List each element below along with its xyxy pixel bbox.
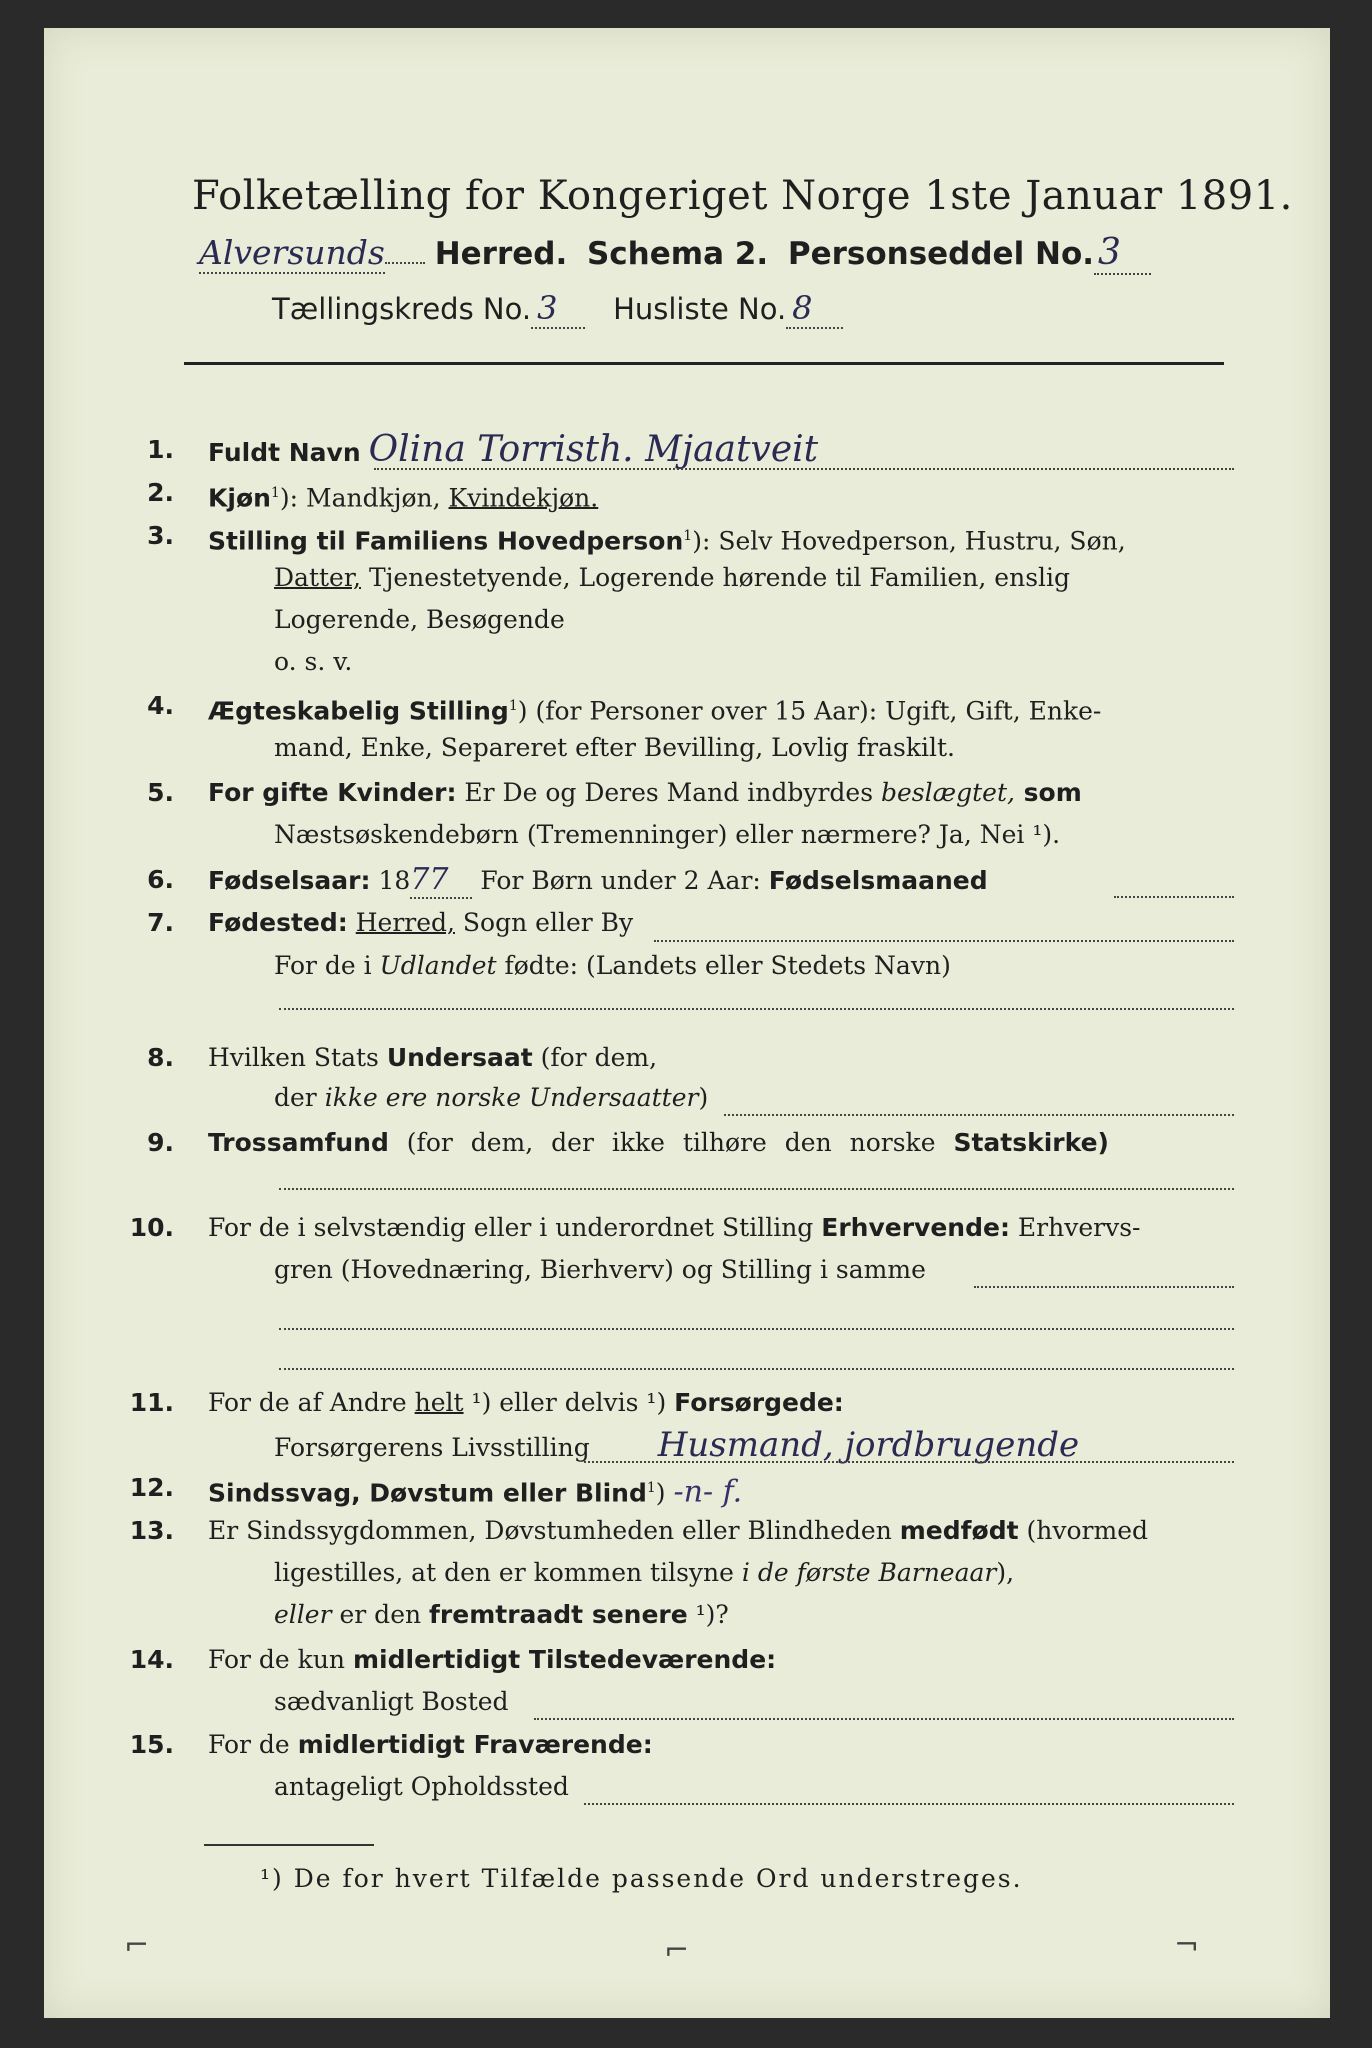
q11-supporter-occupation-value: Husmand, jordbrugende: [657, 1425, 1080, 1465]
q12-number: 12.: [129, 1473, 174, 1502]
q10-dotted-line-2: [279, 1328, 1234, 1330]
q15-dotted-line: [584, 1803, 1234, 1805]
q5-number: 5.: [147, 778, 174, 807]
q10-line-1: For de i selvstændig eller i underordnet Stilling Erhvervende: Erhvervs-: [208, 1213, 1141, 1242]
q5-line-2: Næstsøskendebørn (Tremenninger) eller nærmere? Ja, Nei ¹).: [274, 820, 1061, 849]
q6-dotted-line: [1114, 896, 1234, 898]
q14-label: midlertidigt Tilstedeværende:: [352, 1645, 777, 1674]
q8-line-1: Hvilken Stats Undersaat (for dem,: [208, 1043, 658, 1072]
q3-number: 3.: [147, 521, 174, 550]
q13-line-1: Er Sindssygdommen, Døvstumheden eller Blindheden medfødt (hvormed: [208, 1516, 1148, 1545]
q8-dotted-line: [724, 1114, 1234, 1116]
q3-line-3: Logerende, Besøgende: [274, 605, 565, 634]
q7-line-1: Fødested: Herred, Sogn eller By: [208, 908, 634, 937]
kreds-value: 3: [531, 289, 585, 329]
q12-value: -n- f.: [673, 1474, 743, 1510]
schema-label: Schema 2.: [586, 236, 769, 272]
personseddel-label: Personseddel No.: [787, 236, 1095, 272]
q9-dotted-line: [279, 1188, 1234, 1190]
q13-line-3: eller er den fremtraadt senere ¹)?: [274, 1600, 729, 1629]
q4-number: 4.: [147, 691, 174, 720]
q7-dotted-line-2: [279, 1008, 1234, 1010]
q3-selected-option: Datter,: [274, 563, 361, 592]
q12-line: Sindssvag, Døvstum eller Blind$^1$) -n- f.: [208, 1474, 743, 1510]
q15-number: 15.: [129, 1730, 174, 1759]
q3-text-2: Tjenestetyende, Logerende hørende til Familien, enslig: [361, 563, 1071, 592]
herred-value: Alversunds: [199, 233, 385, 272]
q1-name-value: Olina Torristh. Mjaatveit: [368, 429, 819, 470]
footnote-divider: [204, 1844, 374, 1846]
q1-dotted-line: [374, 468, 1234, 470]
q7-selected-option: Herred,: [355, 908, 455, 937]
footnote: ¹) De for hvert Tilfælde passende Ord understreges.: [260, 1864, 1023, 1893]
q4-text-1: ) (for Personer over 15 Aar): Ugift, Gift, Enke-: [517, 696, 1102, 726]
q13-line-2: ligestilles, at den er kommen tilsyne i de første Barneaar),: [274, 1558, 1015, 1587]
q15-line-1: For de midlertidigt Fraværende:: [208, 1730, 653, 1759]
q2-line: [208, 473, 598, 518]
q10-label: Erhvervende:: [821, 1213, 1010, 1242]
q10-dotted-line-1: [974, 1286, 1234, 1288]
q7-number: 7.: [147, 908, 174, 937]
q11-line-1: For de af Andre helt ¹) eller delvis ¹) Forsørgede:: [208, 1388, 844, 1417]
q3-line-4: o. s. v.: [274, 647, 353, 676]
q12-label: Sindssvag, Døvstum eller Blind: [208, 1478, 647, 1508]
q13-label: medfødt: [899, 1516, 1019, 1545]
q3-text-1: ): Selv Hovedperson, Hustru, Søn,: [692, 526, 1126, 556]
q3-line-2: [274, 558, 1070, 598]
q2-label: Kjøn: [208, 483, 271, 513]
q2-selected-option: Kvindekjøn.: [448, 483, 599, 513]
header-line-kreds: [272, 288, 843, 329]
husliste-value: 8: [786, 289, 842, 329]
q2-sup: 1: [270, 485, 280, 501]
q1-number: 1.: [147, 435, 174, 464]
q7-line-2: For de i Udlandet fødte: (Landets eller Stedets Navn): [274, 951, 951, 980]
q14-line-1: For de kun midlertidigt Tilstedeværende:: [208, 1645, 777, 1674]
q8-label: Undersaat: [386, 1043, 533, 1072]
header-line-herred: [199, 233, 1151, 274]
husliste-label: Husliste No.: [613, 292, 787, 326]
q14-number: 14.: [129, 1645, 174, 1674]
q1-line: [208, 430, 818, 473]
q9-number: 9.: [147, 1128, 174, 1157]
q7-dotted-line-1: [654, 940, 1234, 942]
header-divider: [184, 362, 1224, 365]
q11-dotted-line: [584, 1461, 1234, 1463]
q11-selected-option: helt: [414, 1388, 464, 1417]
q2-number: 2.: [147, 478, 174, 507]
q11-label: Forsørgede:: [674, 1388, 844, 1417]
herred-dots: [385, 240, 425, 264]
q11-number: 11.: [129, 1388, 174, 1417]
q7-label: Fødested:: [208, 908, 348, 937]
q10-dotted-line-3: [279, 1368, 1234, 1370]
q13-number: 13.: [129, 1516, 174, 1545]
form-title: Folketælling for Kongeriget Norge 1ste Januar 1891.: [192, 173, 1293, 219]
census-form-sheet: [44, 28, 1330, 2018]
q14-dotted-line: [534, 1718, 1234, 1720]
q15-line-2: antageligt Opholdssted: [274, 1772, 569, 1801]
q1-label: Fuldt Navn: [208, 438, 361, 467]
q5-line-1: For gifte Kvinder: Er De og Deres Mand indbyrdes beslægtet, som: [208, 778, 1082, 807]
q2-text: ): Mandkjøn,: [279, 483, 441, 513]
q4-line-1: Ægteskabelig Stilling$^1$) (for Personer over 15 Aar): Ugift, Gift, Enke-: [208, 696, 1102, 726]
herred-label: Herred.: [434, 236, 568, 272]
q11-line-2: Forsørgerens Livsstilling Husmand, jordbrugende: [274, 1425, 1080, 1465]
center-mark: ⌐: [664, 1933, 690, 1968]
personseddel-value: 3: [1094, 232, 1151, 275]
q9-label: Trossamfund: [208, 1128, 389, 1157]
q3-label: Stilling til Familiens Hovedperson: [208, 526, 684, 556]
q6-birthyear-value: 77: [410, 862, 472, 899]
kreds-label: Tællingskreds No.: [272, 292, 532, 326]
q8-line-2: der ikke ere norske Undersaatter): [274, 1083, 709, 1112]
corner-mark-left: ⌐: [124, 1928, 150, 1963]
q5-label: For gifte Kvinder:: [208, 778, 457, 807]
q9-line: Trossamfund (for dem, der ikke tilhøre den norske Statskirke): [208, 1128, 1109, 1157]
q4-line-2: mand, Enke, Separeret efter Bevilling, Lovlig fraskilt.: [274, 733, 955, 762]
q8-number: 8.: [147, 1043, 174, 1072]
q6-line: Fødselsaar: 1877 For Børn under 2 Aar: Fødselsmaaned: [208, 862, 988, 897]
q15-label: midlertidigt Fraværende:: [297, 1730, 653, 1759]
q6-label: Fødselsaar:: [208, 866, 371, 895]
q14-line-2: sædvanligt Bosted: [274, 1687, 509, 1716]
q6-number: 6.: [147, 865, 174, 894]
q10-line-2: gren (Hovednæring, Bierhverv) og Stilling i samme: [274, 1255, 926, 1284]
q10-number: 10.: [129, 1213, 174, 1242]
q6-label-2: Fødselsmaaned: [768, 866, 988, 895]
corner-mark-right: ¬: [1174, 1928, 1200, 1963]
q3-line-1: Stilling til Familiens Hovedperson$^1$): Selv Hovedperson, Hustru, Søn,: [208, 526, 1126, 556]
q4-label: Ægteskabelig Stilling: [208, 696, 509, 726]
